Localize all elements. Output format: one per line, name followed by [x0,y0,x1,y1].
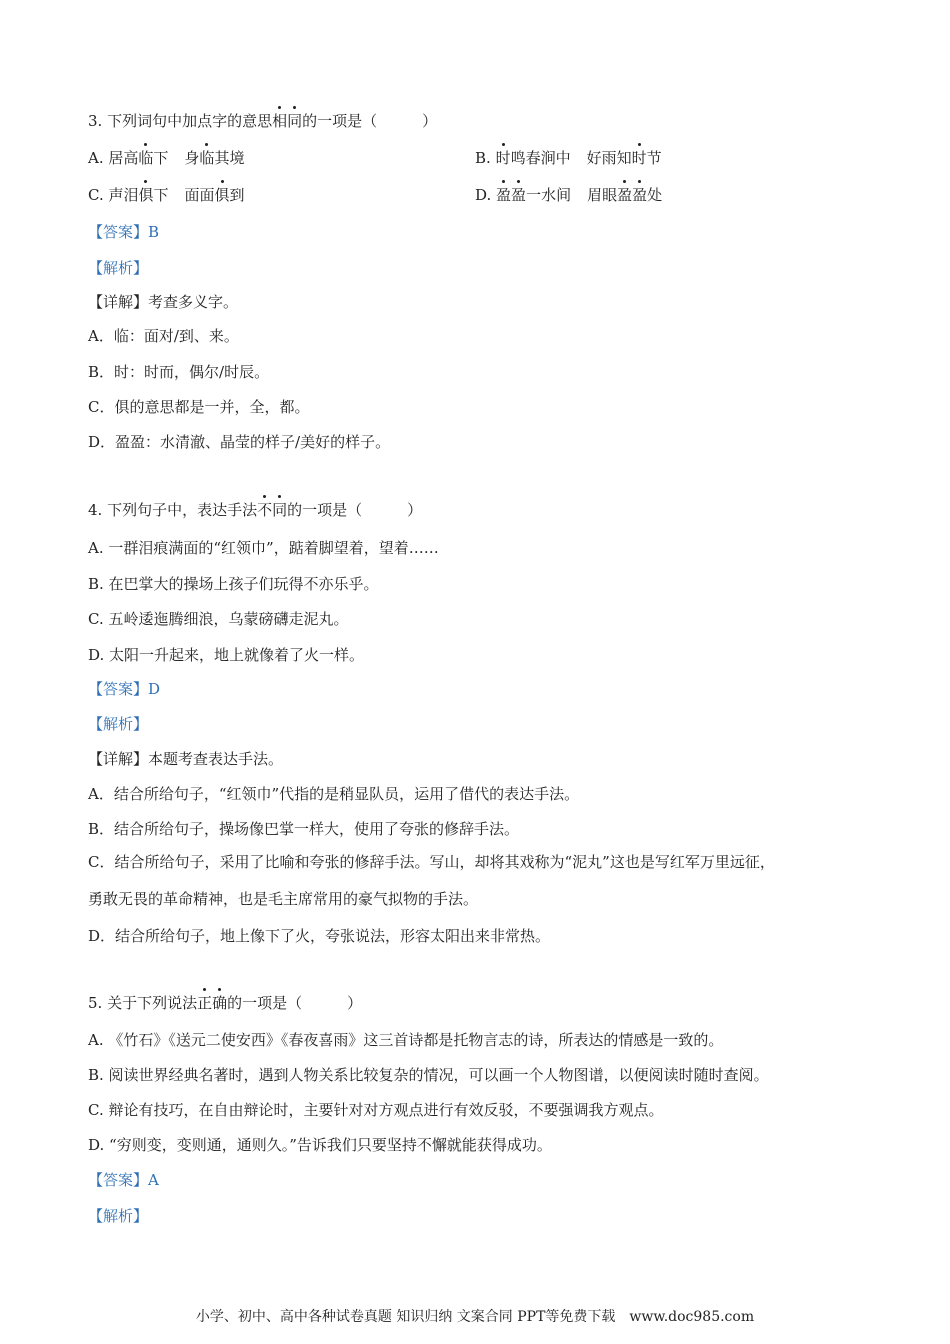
q4-explain-d: D．结合所给句子，地上像下了火，夸张说法，形容太阳出来非常热。 [88,927,551,945]
q3-stem [88,111,437,131]
q5-option-a: A. 《竹石》《送元二使安西》《春夜喜雨》这三首诗都是托物言志的诗，所表达的情感是一致的。 [88,1031,724,1049]
option-text: 身 [184,149,200,167]
q3-option-d [475,185,662,205]
option-text: 节 [646,149,662,167]
q4-stem-tail: 的一项是（ ） [287,501,423,519]
q3-option-a [88,148,244,168]
option-text: 下 [153,186,169,204]
option-text: 处 [647,186,663,204]
q4-explain-a: A．结合所给句子，“红领巾”代指的是稍显队员，运用了借代的表达手法。 [88,785,580,803]
option-text: 眉眼 [587,186,618,204]
dotted-char: 同 [287,112,303,130]
q5-stem-tail: 的一项是（ ） [227,994,363,1012]
q4-option-c: C. 五岭逶迤腾细浪，乌蒙磅礴走泥丸。 [88,610,349,628]
q3-explain-d: D．盈盈：水清澈、晶莹的样子/美好的样子。 [88,433,391,451]
dotted-char: 同 [272,501,288,519]
q4-answer: 【答案】D [88,680,161,698]
option-text: 其境 [214,149,245,167]
q5-stem-text: 5. 关于下列说法 [88,994,198,1012]
q4-detail: 【详解】本题考查表达手法。 [88,750,284,768]
dotted-char: 相 [272,112,288,130]
q4-explain-c2: 勇敢无畏的革命精神，也是毛主席常用的豪气拟物的手法。 [88,890,479,908]
q4-option-b: B. 在巴掌大的操场上孩子们玩得不亦乐乎。 [88,575,379,593]
dotted-char: 盈 [496,186,512,204]
q3-explain-c: C．俱的意思都是一并，全，都。 [88,398,310,416]
q5-option-c: C. 辩论有技巧，在自由辩论时，主要针对对方观点进行有效反驳，不要强调我方观点。 [88,1101,664,1119]
q4-stem-text: 4. 下列句子中，表达手法 [88,501,258,519]
q5-stem [88,993,362,1013]
option-text: B. [475,149,496,167]
dotted-char: 盈 [632,186,648,204]
q3-stem-tail: 的一项是（ ） [302,112,438,130]
dotted-char: 盈 [511,186,527,204]
option-text: 好雨知 [586,149,632,167]
option-text: D. [475,186,497,204]
dotted-char: 临 [138,149,154,167]
dotted-char: 临 [199,149,215,167]
option-text: 鸣春涧中 [510,149,571,167]
q5-answer: 【答案】A [88,1171,159,1189]
dotted-char: 不 [257,501,273,519]
dotted-char: 俱 [214,186,230,204]
q4-option-d: D. 太阳一升起来，地上就像着了火一样。 [88,646,365,664]
q4-option-a: A. 一群泪痕满面的“红领巾”，踮着脚望着，望着…… [88,539,439,557]
option-text: 到 [229,186,245,204]
q3-detail: 【详解】考查多义字。 [88,293,239,311]
q3-answer: 【答案】B [88,223,160,241]
q3-explain-b: B．时：时而，偶尔/时辰。 [88,363,270,381]
q3-option-c [88,185,245,205]
q5-analysis-label: 【解析】 [88,1207,149,1225]
q3-option-b [475,148,662,168]
q4-explain-b: B．结合所给句子，操场像巴掌一样大，使用了夸张的修辞手法。 [88,820,520,838]
q5-option-d: D. “穷则变，变则通，通则久。”告诉我们只要坚持不懈就能获得成功。 [88,1136,552,1154]
q3-analysis-label: 【解析】 [88,259,149,277]
option-text: A. 居高 [88,149,139,167]
q3-explain-a: A．临：面对/到、来。 [88,327,239,345]
dotted-char: 确 [212,994,228,1012]
q5-option-b: B. 阅读世界经典名著时，遇到人物关系比较复杂的情况，可以画一个人物图谱，以便阅读时随时查阅。 [88,1066,769,1084]
dotted-char: 俱 [138,186,154,204]
q4-explain-c1: C．结合所给句子，采用了比喻和夸张的修辞手法。写山，却将其戏称为“泥丸”这也是写红军万里远征， [88,853,775,871]
option-text: C. 声泪 [88,186,139,204]
dotted-char: 正 [197,994,213,1012]
q4-stem [88,500,422,520]
option-text: 面面 [184,186,215,204]
dotted-char: 时 [631,149,647,167]
dotted-char: 时 [495,149,511,167]
dotted-char: 盈 [617,186,633,204]
q4-analysis-label: 【解析】 [88,715,149,733]
q3-stem-text: 3. 下列词句中加点字的意思 [88,112,273,130]
option-text: 一水间 [526,186,572,204]
page-footer: 小学、初中、高中各种试卷真题 知识归纳 文案合同 PPT等免费下载 www.doc985.com [195,1309,755,1325]
option-text: 下 [153,149,169,167]
